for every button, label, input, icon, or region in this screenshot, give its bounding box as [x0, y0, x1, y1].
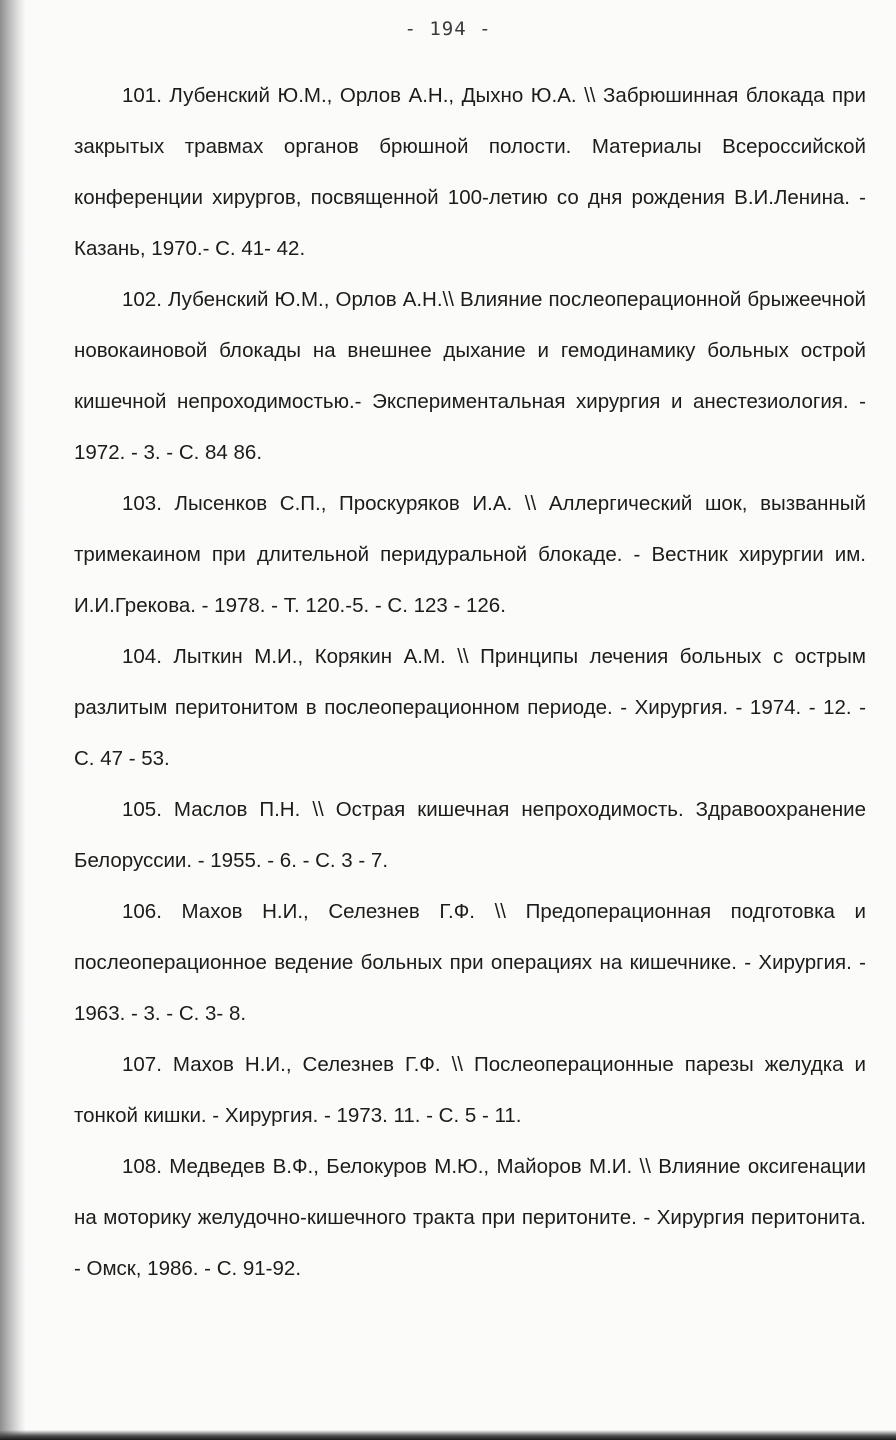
reference-103: 103. Лысенков С.П., Проскуряков И.А. \\ Аллергический шок, вызванный тримекаином при длительной перидуральной блокаде. - Вестник хирургии им. И.И.Грекова. - 1978. - Т. 120.-5. - С. 123 - 126. [74, 492, 872, 617]
reference-101: 101. Лубенский Ю.М., Орлов А.Н., Дыхно Ю.А. \\ Забрюшинная блокада при закрытых травмах органов брюшной полости. Материалы Всероссийской конференции хирургов, посвященной 100-летию со дня рождения В.И.Ленина. - Казань, 1970.- С. 41- 42. [74, 84, 872, 260]
reference-104: 104. Лыткин М.И., Корякин А.М. \\ Принципы лечения больных с острым разлитым перитонитом в послеоперационном периоде. - Хирургия. - 1974. - 12. - С. 47 - 53. [74, 645, 872, 770]
page-number: - 194 - [404, 18, 492, 40]
page-bottom-edge [0, 1430, 896, 1440]
reference-102: 102. Лубенский Ю.М., Орлов А.Н.\\ Влияние послеоперационной брыжеечной новокаиновой блокады на внешнее дыхание и гемодинамику больных острой кишечной непроходимостью.- Экспериментальная хирургия и анестезиология. - 1972. - 3. - С. 84 86. [74, 288, 872, 464]
binding-shadow [0, 0, 26, 1440]
reference-list [74, 70, 872, 1294]
reference-105: 105. Маслов П.Н. \\ Острая кишечная непроходимость. Здравоохранение Белоруссии. - 1955. - 6. - С. 3 - 7. [74, 798, 872, 872]
reference-106: 106. Махов Н.И., Селезнев Г.Ф. \\ Предоперационная подготовка и послеоперационное ведение больных при операциях на кишечнике. - Хирургия. - 1963. - 3. - С. 3- 8. [74, 900, 872, 1025]
reference-107: 107. Махов Н.И., Селезнев Г.Ф. \\ Послеоперационные парезы желудка и тонкой кишки. - Хирургия. - 1973. 11. - С. 5 - 11. [74, 1053, 872, 1127]
reference-108: 108. Медведев В.Ф., Белокуров М.Ю., Майоров М.И. \\ Влияние оксигенации на моторику желудочно-кишечного тракта при перитоните. - Хирургия перитонита. - Омск, 1986. - С. 91-92. [74, 1155, 872, 1280]
